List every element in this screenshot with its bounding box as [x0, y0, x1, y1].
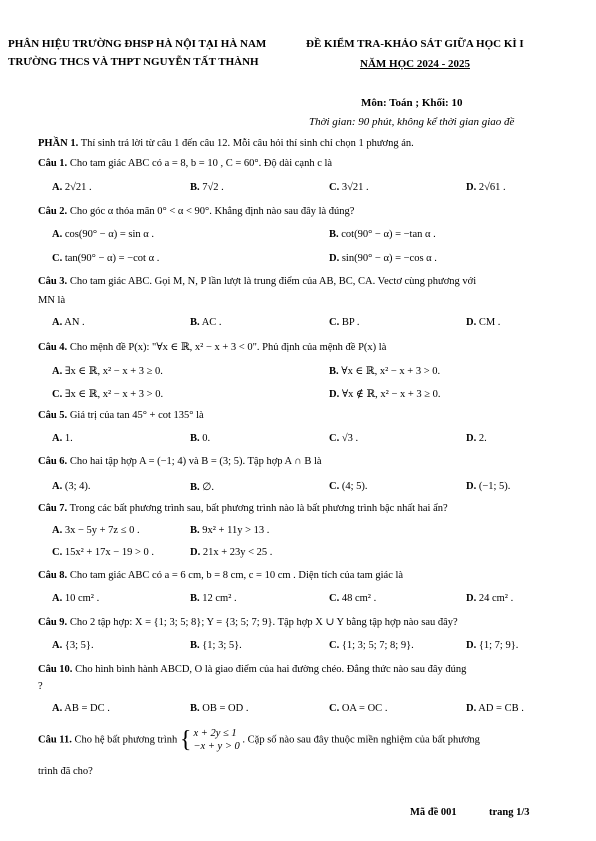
q10-option-a[interactable]: A. AB = DC .: [52, 703, 110, 714]
question-text: Cho tam giác ABC có a = 8, b = 10 , C = 60°. Độ dài cạnh c là: [69, 158, 333, 169]
q2-option-a[interactable]: A. cos(90° − α) = sin α .: [52, 229, 155, 240]
exam-title: ĐỀ KIỂM TRA-KHẢO SÁT GIỮA HỌC KÌ I: [306, 38, 524, 50]
q8-option-c[interactable]: C. 48 cm² .: [329, 593, 377, 604]
q5-option-d[interactable]: D. 2.: [466, 433, 487, 444]
q4-option-b[interactable]: B. ∀x ∈ ℝ, x² − x + 3 > 0.: [329, 366, 441, 377]
question-11-continued: trình đã cho?: [38, 766, 93, 777]
q9-option-c[interactable]: C. {1; 3; 5; 7; 8; 9}.: [329, 640, 414, 651]
question-3: Câu 3. Cho tam giác ABC. Gọi M, N, P lần lượt là trung điểm của AB, BC, CA. Vectơ cùng phương với: [38, 276, 477, 287]
q4-option-d[interactable]: D. ∀x ∉ ℝ, x² − x + 3 ≥ 0.: [329, 389, 441, 400]
q5-option-c[interactable]: C. √3 .: [329, 433, 359, 444]
part-text: Thí sinh trả lời từ câu 1 đến câu 12. Mỗi câu hỏi thí sinh chỉ chọn 1 phương án.: [80, 138, 414, 149]
part-instructions: [38, 138, 414, 149]
question-10: Câu 10. Cho hình bình hành ABCD, O là giao điểm của hai đường chéo. Đẳng thức nào sau đây đúng: [38, 664, 467, 675]
q3-option-c[interactable]: C. BP .: [329, 317, 360, 328]
question-11: Câu 11. Cho hệ bất phương trình { x + 2y ≤ 1 −x + y > 0 . Cặp số nào sau đây thuộc miền nghiệm của bất phương: [38, 727, 480, 753]
q1-option-b[interactable]: B. 7√2 .: [190, 182, 224, 193]
school-year: NĂM HỌC 2024 - 2025: [360, 58, 470, 70]
q2-option-b[interactable]: B. cot(90° − α) = −tan α .: [329, 229, 436, 240]
subject-line: Môn: Toán ; Khối: 10: [361, 97, 463, 109]
q9-option-d[interactable]: D. {1; 7; 9}.: [466, 640, 519, 651]
question-4: Câu 4. Cho mệnh đề P(x): "∀x ∈ ℝ, x² − x + 3 < 0". Phủ định của mệnh đề P(x) là: [38, 342, 387, 353]
exam-code: Mã đề 001: [410, 807, 457, 818]
q6-option-a[interactable]: A. (3; 4).: [52, 481, 91, 492]
q8-option-b[interactable]: B. 12 cm² .: [190, 593, 237, 604]
question-3-continued: MN là: [38, 295, 66, 306]
q10-option-b[interactable]: B. OB = OD .: [190, 703, 249, 714]
q6-option-d[interactable]: D. (−1; 5).: [466, 481, 511, 492]
q9-option-a[interactable]: A. {3; 5}.: [52, 640, 94, 651]
q1-option-a[interactable]: A. 2√21 .: [52, 182, 92, 193]
q5-option-b[interactable]: B. 0.: [190, 433, 211, 444]
page-number: trang 1/3: [489, 807, 530, 818]
question-7: Câu 7. Trong các bất phương trình sau, bất phương trình nào là bất phương trình bậc nhất hai ẩn?: [38, 503, 448, 514]
q7-option-b[interactable]: B. 9x² + 11y > 13 .: [190, 525, 270, 536]
q5-option-a[interactable]: A. 1.: [52, 433, 73, 444]
inequality-system: x + 2y ≤ 1 −x + y > 0: [193, 728, 240, 752]
q7-option-a[interactable]: A. 3x − 5y + 7z ≤ 0 .: [52, 525, 140, 536]
q6-option-c[interactable]: C. (4; 5).: [329, 481, 368, 492]
q1-option-d[interactable]: D. 2√61 .: [466, 182, 506, 193]
q7-option-c[interactable]: C. 15x² + 17x − 19 > 0 .: [52, 547, 155, 558]
school-name: TRƯỜNG THCS VÀ THPT NGUYỄN TẤT THÀNH: [8, 56, 259, 68]
q6-option-b[interactable]: B. ∅.: [190, 482, 215, 493]
q3-option-b[interactable]: B. AC .: [190, 317, 222, 328]
q2-option-c[interactable]: C. tan(90° − α) = −cot α .: [52, 253, 160, 264]
school-branch-title: PHÂN HIỆU TRƯỜNG ĐHSP HÀ NỘI TẠI HÀ NAM: [8, 38, 267, 50]
q3-option-d[interactable]: D. CM .: [466, 317, 501, 328]
q3-option-a[interactable]: A. AN .: [52, 317, 85, 328]
q7-option-d[interactable]: D. 21x + 23y < 25 .: [190, 547, 273, 558]
q4-option-a[interactable]: A. ∃x ∈ ℝ, x² − x + 3 ≥ 0.: [52, 366, 163, 377]
q4-option-c[interactable]: C. ∃x ∈ ℝ, x² − x + 3 > 0.: [52, 389, 164, 400]
system-brace: {: [179, 727, 192, 753]
question-9: Câu 9. Cho 2 tập hợp: X = {1; 3; 5; 8}; Y = {3; 5; 7; 9}. Tập hợp X ∪ Y bằng tập hợp nào sau đây?: [38, 617, 458, 628]
question-8: Câu 8. Cho tam giác ABC có a = 6 cm, b = 8 cm, c = 10 cm . Diện tích của tam giác là: [38, 570, 404, 581]
question-5: Câu 5. Giá trị của tan 45° + cot 135° là: [38, 410, 204, 421]
time-line: Thời gian: 90 phút, không kể thời gian giao đề: [309, 116, 515, 128]
q9-option-b[interactable]: B. {1; 3; 5}.: [190, 640, 242, 651]
q8-option-a[interactable]: A. 10 cm² .: [52, 593, 100, 604]
q10-option-c[interactable]: C. OA = OC .: [329, 703, 388, 714]
q10-option-d[interactable]: D. AD = CB .: [466, 703, 524, 714]
question-6: Câu 6. Cho hai tập hợp A = (−1; 4) và B = (3; 5). Tập hợp A ∩ B là: [38, 456, 322, 467]
q8-option-d[interactable]: D. 24 cm² .: [466, 593, 514, 604]
question-1: [38, 158, 332, 169]
q1-option-c[interactable]: C. 3√21 .: [329, 182, 369, 193]
question-label: Câu 1.: [38, 158, 68, 169]
question-10-continued: ?: [38, 681, 43, 692]
question-2: Câu 2. Cho góc α thỏa mãn 0° < α < 90°. Khẳng định nào sau đây là đúng?: [38, 206, 355, 217]
q2-option-d[interactable]: D. sin(90° − α) = −cos α .: [329, 253, 437, 264]
part-label: PHẦN 1.: [38, 138, 79, 149]
